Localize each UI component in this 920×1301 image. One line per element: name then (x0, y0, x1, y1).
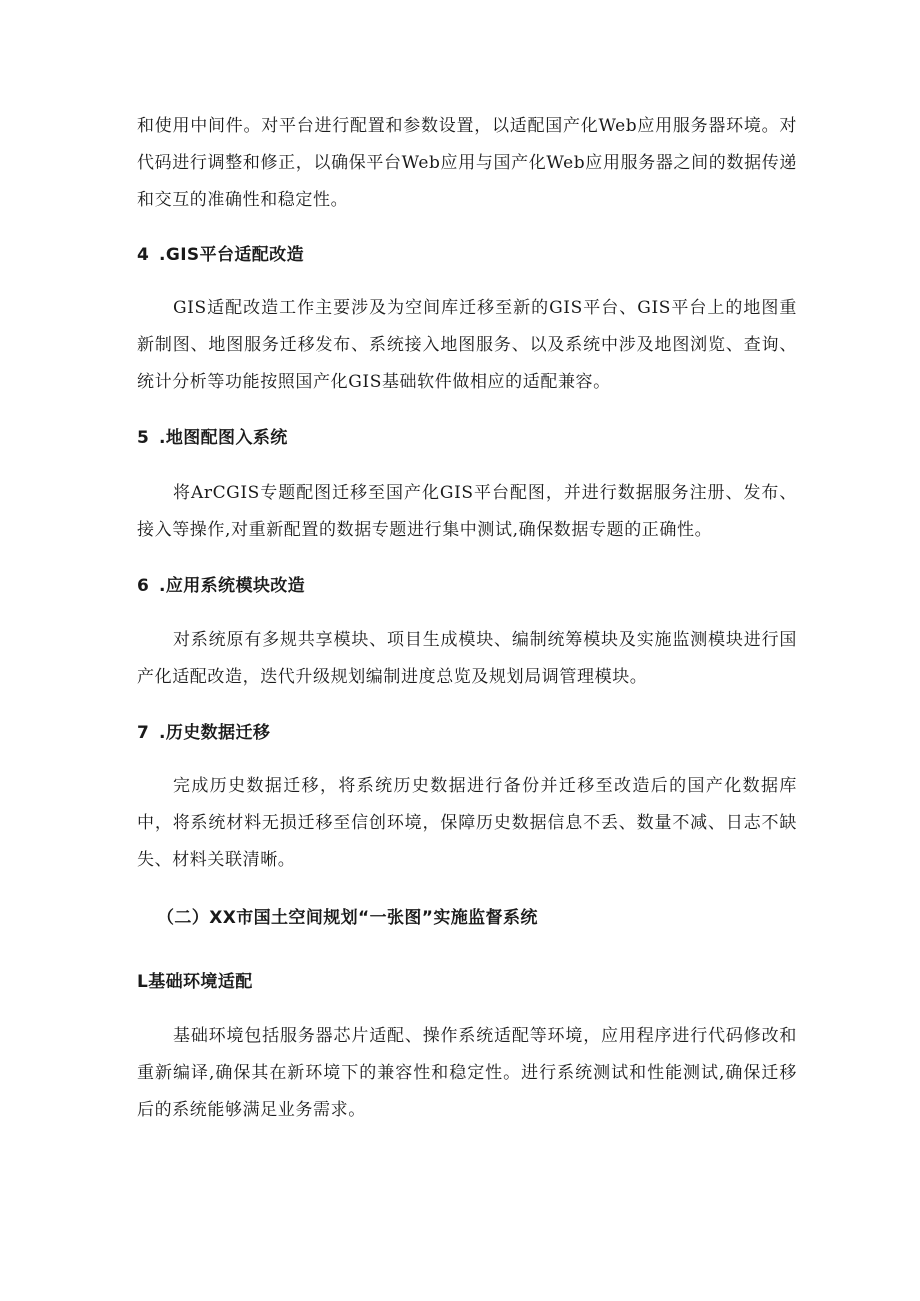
section-title: .GIS平台适配改造 (159, 245, 304, 265)
section-body-5: 将ArCGIS专题配图迁移至国产化GIS平台配图，并进行数据服务注册、发布、接入等操作,对重新配置的数据专题进行集中测试,确保数据专题的正确性。 (137, 483, 797, 540)
section-number: 7 (137, 723, 150, 743)
section-heading-4 (137, 243, 304, 267)
section-body-6: 对系统原有多规共享模块、项目生成模块、编制统筹模块及实施监测模块进行国产化适配改造，迭代升级规划编制进度总览及规划局调管理模块。 (137, 630, 797, 687)
section-body-7: 完成历史数据迁移，将系统历史数据进行备份并迁移至改造后的国产化数据库中，将系统材料无损迁移至信创环境，保障历史数据信息不丢、数量不减、日志不缺失、材料关联清晰。 (137, 776, 797, 870)
sub-heading: L基础环境适配 (137, 972, 253, 992)
section-title: .应用系统模块改造 (159, 576, 306, 596)
section-number: 4 (137, 245, 150, 265)
section-heading-5 (137, 426, 288, 450)
section-heading-6 (137, 574, 305, 598)
section-number: 5 (137, 428, 150, 448)
section-number: 6 (137, 576, 150, 596)
last-paragraph: 基础环境包括服务器芯片适配、操作系统适配等环境，应用程序进行代码修改和重新编译,确保其在新环境下的兼容性和稳定性。进行系统测试和性能测试,确保迁移后的系统能够满足业务需求。 (137, 1026, 797, 1120)
section-body-4: GIS适配改造工作主要涉及为空间库迁移至新的GIS平台、GIS平台上的地图重新制图、地图服务迁移发布、系统接入地图服务、以及系统中涉及地图浏览、查询、统计分析等功能按照国产化GIS基础软件做相应的适配兼容。 (137, 298, 797, 392)
section-title: .地图配图入系统 (159, 428, 288, 448)
intro-paragraph: 和使用中间件。对平台进行配置和参数设置，以适配国产化Web应用服务器环境。对代码进行调整和修正，以确保平台Web应用与国产化Web应用服务器之间的数据传递和交互的准确性和稳定性。 (137, 116, 797, 210)
section-heading-7 (137, 721, 270, 745)
part-heading: （二）XX市国土空间规划“一张图”实施监督系统 (157, 908, 538, 928)
section-title: .历史数据迁移 (159, 723, 271, 743)
